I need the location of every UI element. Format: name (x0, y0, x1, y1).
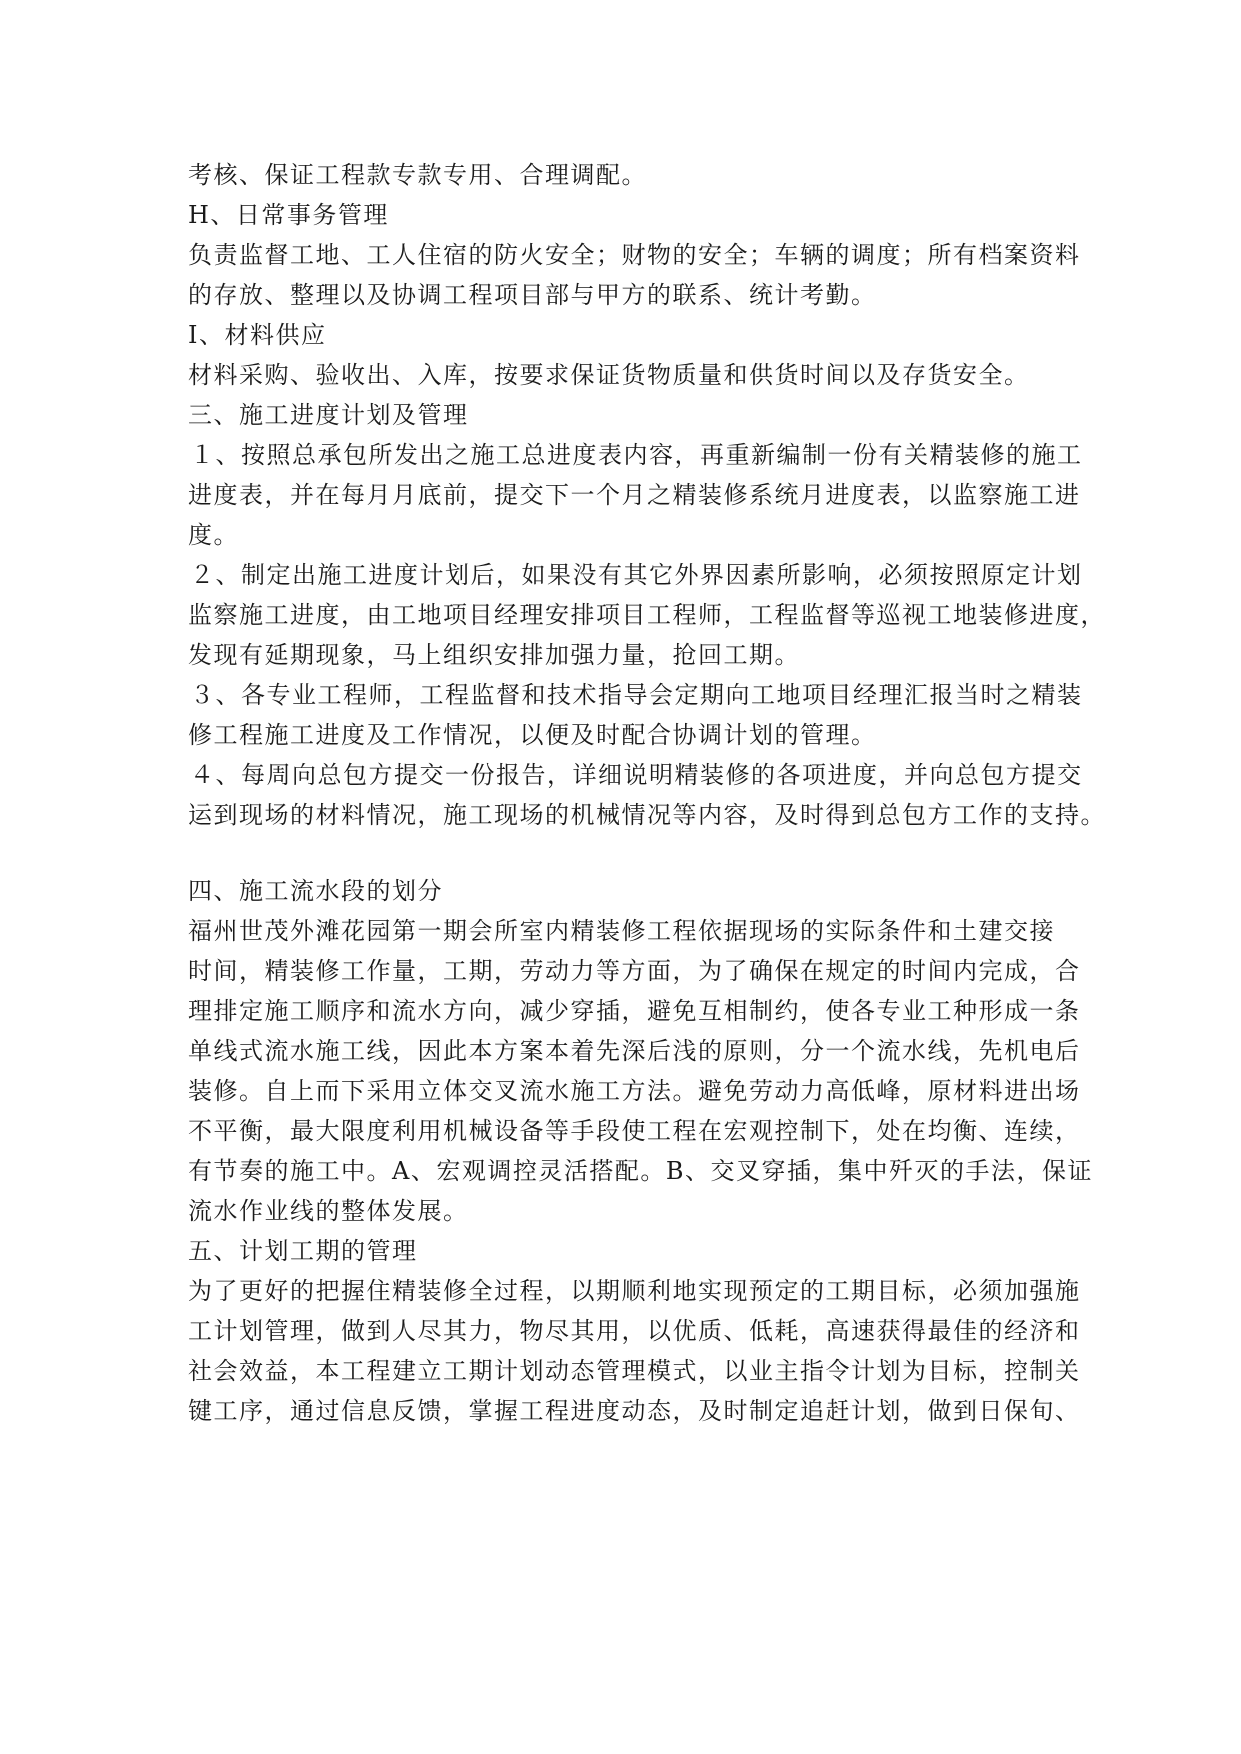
section-heading-3: 三、施工进度计划及管理 (188, 401, 469, 429)
paragraph-line: 装修。自上而下采用立体交叉流水施工方法。避免劳动力高低峰，原材料进出场 (188, 1077, 1081, 1105)
paragraph-line: 运到现场的材料情况，施工现场的机械情况等内容，及时得到总包方工作的支持。 (188, 801, 1106, 829)
blank-gap (188, 835, 1068, 871)
section-heading-4: 四、施工流水段的划分 (188, 877, 443, 905)
paragraph-line: 工计划管理，做到人尽其力，物尽其用，以优质、低耗，高速获得最佳的经济和 (188, 1317, 1081, 1345)
paragraph-line: 理排定施工顺序和流水方向，减少穿插，避免互相制约，使各专业工种形成一条 (188, 997, 1081, 1025)
paragraph-line: 为了更好的把握住精装修全过程，以期顺利地实现预定的工期目标，必须加强施 (188, 1277, 1081, 1305)
document-body (188, 155, 1106, 1431)
paragraph-line: 度。 (188, 521, 239, 549)
paragraph-line: 修工程施工进度及工作情况，以便及时配合协调计划的管理。 (188, 721, 877, 749)
section-heading-h: H、日常事务管理 (188, 201, 389, 229)
paragraph-line: 不平衡，最大限度利用机械设备等手段使工程在宏观控制下，处在均衡、连续， (188, 1117, 1081, 1145)
section-heading-i: I、材料供应 (188, 321, 327, 349)
paragraph-line: 流水作业线的整体发展。 (188, 1197, 469, 1225)
paragraph-line: 负责监督工地、工人住宿的防火安全；财物的安全；车辆的调度；所有档案资料 (188, 241, 1081, 269)
paragraph-line: 键工序，通过信息反馈，掌握工程进度动态，及时制定追赶计划，做到日保旬、 (188, 1397, 1081, 1425)
paragraph-line: 社会效益，本工程建立工期计划动态管理模式，以业主指令计划为目标，控制关 (188, 1357, 1081, 1385)
numbered-item-2: ２、制定出施工进度计划后，如果没有其它外界因素所影响，必须按照原定计划 (190, 561, 1083, 589)
paragraph-line: 进度表，并在每月月底前，提交下一个月之精装修系统月进度表，以监察施工进 (188, 481, 1081, 509)
section-heading-5: 五、计划工期的管理 (188, 1237, 418, 1265)
paragraph-line: 有节奏的施工中。A、宏观调控灵活搭配。B、交叉穿插，集中歼灭的手法，保证 (188, 1157, 1093, 1185)
paragraph-line: 考核、保证工程款专款专用、合理调配。 (188, 161, 647, 189)
paragraph-line: 的存放、整理以及协调工程项目部与甲方的联系、统计考勤。 (188, 281, 877, 309)
paragraph-line: 单线式流水施工线，因此本方案本着先深后浅的原则，分一个流水线，先机电后 (188, 1037, 1081, 1065)
numbered-item-1: １、按照总承包所发出之施工总进度表内容，再重新编制一份有关精装修的施工 (190, 441, 1083, 469)
paragraph-line: 福州世茂外滩花园第一期会所室内精装修工程依据现场的实际条件和土建交接 (188, 917, 1055, 945)
numbered-item-3: ３、各专业工程师，工程监督和技术指导会定期向工地项目经理汇报当时之精装 (190, 681, 1083, 709)
paragraph-line: 监察施工进度，由工地项目经理安排项目工程师，工程监督等巡视工地装修进度， (188, 601, 1106, 629)
numbered-item-4: ４、每周向总包方提交一份报告，详细说明精装修的各项进度，并向总包方提交 (190, 761, 1083, 789)
paragraph-line: 时间，精装修工作量，工期，劳动力等方面，为了确保在规定的时间内完成，合 (188, 957, 1081, 985)
paragraph-line: 材料采购、验收出、入库，按要求保证货物质量和供货时间以及存货安全。 (188, 361, 1030, 389)
paragraph-line: 发现有延期现象，马上组织安排加强力量，抢回工期。 (188, 641, 800, 669)
